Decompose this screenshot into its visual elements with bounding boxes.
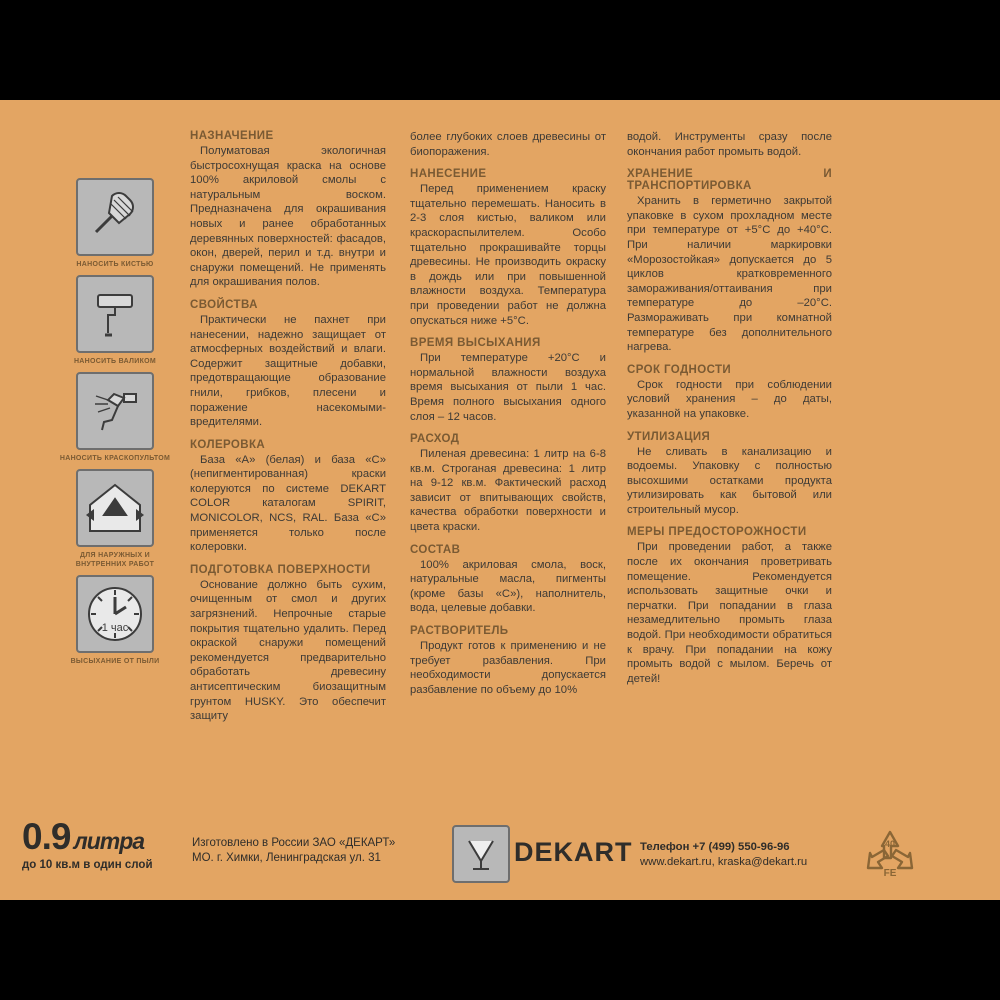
section-title-storage: ХРАНЕНИЕ И ТРАНСПОРТИРОВКА [627,168,832,193]
section-title-composition: СОСТАВ [410,543,461,556]
section-body-disposal: Не сливать в канализацию и водоемы. Упаковку с полностью высохшими остатками продукта утилизировать как бытовой или строительный мусор. [627,445,832,516]
section-body-storage: Хранить в герметично закрытой упаковке в сухом прохладном месте при температуре от +5°С до +40°С. При наличии маркировки «Морозостойкая» допускается до 5 циклов кратковременного замораживания/оттаивания при температуре до –20°С. Размораживать при комнатной температуре без дополнительного нагрева. [627,195,832,354]
volume-value-row [22,818,182,860]
dekart-logo-icon [452,825,510,883]
section-title-surface-prep: ПОДГОТОВКА ПОВЕРХНОСТИ [190,563,371,576]
section-title-drying-time: ВРЕМЯ ВЫСЫХАНИЯ [410,337,541,350]
section-body-drying-time: При температуре +20°С и нормальной влажности воздуха время высыхания от пыли 1 час. Время полного высыхания одного слоя – 12 часов. [410,352,606,423]
coverage-text: до 10 кв.м в один слой [22,859,153,871]
spray-gun-icon [76,372,154,450]
section-title-shelf-life: СРОК ГОДНОСТИ [627,363,732,376]
pictogram-roller-caption: НАНОСИТЬ ВАЛИКОМ [73,358,157,365]
section-body-properties: Практически не пахнет при нанесении, надежно защищает от атмосферных воздействий и влаги. Содержит защитные добавки, предотвращающие образование гнили, грибков, плесени и поражение насекомыми-вредителями. [190,313,386,429]
pictogram-house-caption: ДЛЯ НАРУЖНЫХ И ВНУТРЕННИХ РАБОТ [75,552,155,568]
text-column-1 [190,130,386,726]
pictogram-roller [55,275,175,366]
pictogram-brush [55,178,175,269]
pictogram-spray-gun-caption: НАНОСИТЬ КРАСКОПУЛЬТОМ [59,455,171,462]
pictogram-column [55,178,175,672]
text-column-3 [627,130,832,688]
section-title-properties: СВОЙСТВА [190,298,258,311]
brand-block [452,825,633,885]
section-body-purpose: Полуматовая экологичная быстросохнущая краска на основе 100% акриловой смолы с натуральным воском. Предназначена для окрашивания новых и ранее обработанных деревянных поверхностей: фасадов, окон, дверей, перил и т.д. внутри и снаружи помещений. Не применять для окрашивания полов. [190,145,386,289]
section-body-solvent: Продукт готов к применению и не требует разбавления. При необходимости допускается разбавление по объему до 10% [410,640,606,696]
volume-unit: литра [73,828,145,854]
pictogram-house [55,469,175,569]
pictogram-clock-caption: ВЫСЫХАНИЕ ОТ ПЫЛИ [70,658,160,665]
section-body-application: Перед применением краску тщательно перемешать. Наносить в 2-3 слоя кистью, валиком или краскораспылителем. Особо тщательно прокрашивайте торцы древесины. Не производить окраску в дождь или при повышенной влажности воздуха. Температура при проведении работ не должна опускаться ниже +5°С. [410,183,606,327]
pictogram-clock [55,575,175,666]
website-email[interactable]: www.dekart.ru, kraska@dekart.ru [640,856,808,868]
section-title-application: НАНЕСЕНИЕ [410,168,487,181]
section-title-purpose: НАЗНАЧЕНИЕ [190,130,274,142]
section-title-tinting: КОЛЕРОВКА [190,438,266,451]
recycle-icon [862,828,918,884]
contacts-block [640,840,807,870]
manufacturer-line-1: Изготовлено в России ЗАО «ДЕКАРТ» [192,837,396,849]
section-body-consumption: Пиленая древесина: 1 литр на 6-8 кв.м. Строганая древесина: 1 литр на 9-12 кв.м. Фактический расход зависит от впитывающих свойств, качества обработки поверхности и цвета краски. [410,448,606,534]
section-body-surface-prep: Основание должно быть сухим, очищенным от смол и других загрязнений. Непрочные старые покрытия тщательно удалить. Перед окраской снаружи помещений рекомендуется предварительно обработать древесину антисептическим биозащитным грунтом HUSKY. Это обеспечит защиту [190,578,386,723]
footer [0,800,1000,900]
roller-icon [76,275,154,353]
section-body-shelf-life: Срок годности при соблюдении условий хранения – до даты, указанной на упаковке. [627,378,832,420]
section-body-solvent-continued: водой. Инструменты сразу после окончания работ промыть водой. [627,131,832,158]
recycle-material: FE [883,868,897,879]
volume-block [22,818,182,871]
phone-number: Телефон +7 (499) 550-96-96 [640,841,790,853]
pictogram-spray-gun [55,372,175,463]
recycle-number: 40 [884,839,895,849]
section-title-solvent: РАСТВОРИТЕЛЬ [410,625,509,638]
brush-icon [76,178,154,256]
section-body-composition: 100% акриловая смола, воск, натуральные масла, пигменты (кроме базы «С»), наполнитель, вода, целевые добавки. [410,558,606,615]
section-title-consumption: РАСХОД [410,433,460,446]
text-column-2 [410,130,606,699]
clock-label: 1 час [101,622,129,634]
brand-name: DEKART [514,837,633,867]
section-body-precautions: При проведении работ, а также после их окончания проветривать помещение. Рекомендуется использовать защитные очки и перчатки. При попадании в глаза незамедлительно промыть глаза водой. При необходимости обратиться к врачу. При попадании на кожу промыть водой с мылом. Беречь от детей! [627,541,832,685]
volume-value: 0.9 [22,816,71,857]
manufacturer-block [192,836,395,866]
house-icon [76,469,154,547]
product-label-page [0,100,1000,900]
section-title-precautions: МЕРЫ ПРЕДОСТОРОЖНОСТИ [627,526,807,539]
clock-icon [76,575,154,653]
section-body-surface-prep-continued: более глубоких слоев древесины от биопоражения. [410,131,606,158]
section-body-tinting: База «А» (белая) и база «С» (непигментированная) краски колеруются по системе DEKART COLOR каталогам SPIRIT, MONICOLOR, NCS, RAL. База «С» применяется только после колеровки. [190,453,386,554]
pictogram-brush-caption: НАНОСИТЬ КИСТЬЮ [76,261,154,268]
manufacturer-line-2: МО. г. Химки, Ленинградская ул. 31 [192,852,381,864]
section-title-disposal: УТИЛИЗАЦИЯ [627,430,711,443]
